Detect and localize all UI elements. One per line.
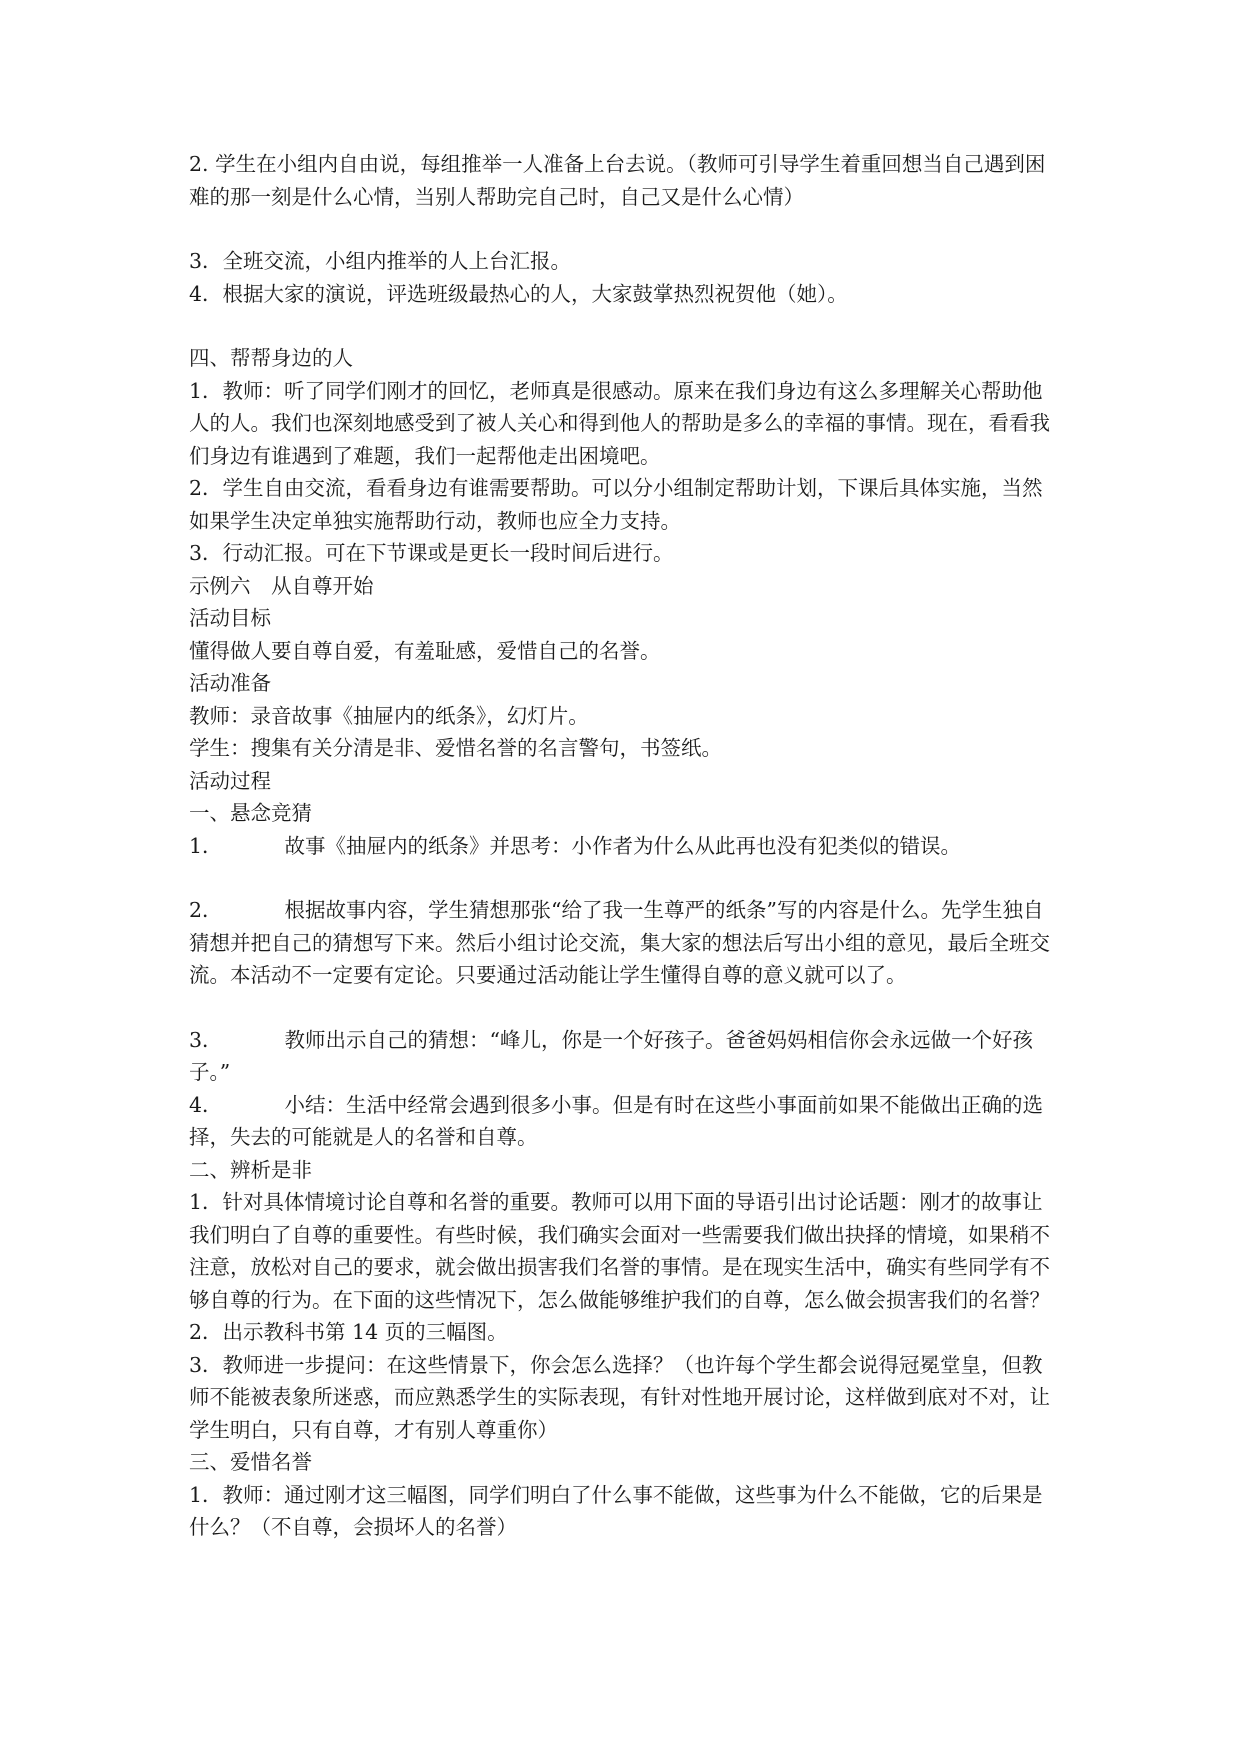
paragraph: 学生：搜集有关分清是非、爱惜名誉的名言警句，书签纸。 (189, 736, 722, 760)
paragraph: 4．根据大家的演说，评选班级最热心的人，大家鼓掌热烈祝贺他（她）。 (189, 281, 848, 306)
paragraph: 1．教师：通过刚才这三幅图，同学们明白了什么事不能做，这些事为什么不能做，它的后果是什么？（不自尊，会损坏人的名誉） (189, 1482, 1043, 1539)
paragraph: 3．全班交流，小组内推举的人上台汇报。 (189, 249, 572, 273)
subheading: 活动目标 (189, 606, 271, 630)
item-number: 2． (189, 898, 223, 922)
numbered-paragraph (189, 830, 1059, 863)
numbered-paragraph (189, 1024, 1059, 1089)
paragraph: 1．教师：听了同学们刚才的回忆，老师真是很感动。原来在我们身边有这么多理解关心帮助他人的人。我们也深刻地感受到了被人关心和得到他人的帮助是多么的幸福的事情。现在，看看我们身边有谁遇到了难题，我们一起帮他走出困境吧。 (189, 378, 1050, 468)
subheading: 活动过程 (189, 768, 271, 793)
section-heading: 一、悬念竞猜 (189, 801, 312, 825)
paragraph: 3．行动汇报。可在下节课或是更长一段时间后进行。 (189, 541, 674, 565)
numbered-paragraph (189, 1089, 1059, 1154)
document-page (189, 148, 1059, 1544)
paragraph: 2. 学生在小组内自由说，每组推举一人准备上台去说。（教师可引导学生着重回想当自己遇到困难的那一刻是什么心情，当别人帮助完自己时，自己又是什么心情） (189, 152, 1046, 209)
item-text: 教师出示自己的猜想：“峰儿，你是一个好孩子。爸爸妈妈相信你会永远做一个好孩子。” (189, 1027, 1034, 1084)
paragraph: 教师：录音故事《抽屉内的纸条》，幻灯片。 (189, 703, 589, 728)
item-number: 3． (189, 1027, 223, 1052)
section-heading: 四、帮帮身边的人 (189, 346, 353, 370)
paragraph: 3．教师进一步提问：在这些情景下，你会怎么选择？（也许每个学生都会说得冠冕堂皇，但教师不能被表象所迷惑，而应熟悉学生的实际表现，有针对性地开展讨论，这样做到底对不对，让学生明白，只有自尊，才有别人尊重你） (189, 1352, 1050, 1442)
item-number: 1． (189, 833, 223, 858)
paragraph: 2．学生自由交流，看看身边有谁需要帮助。可以分小组制定帮助计划，下课后具体实施，当然如果学生决定单独实施帮助行动，教师也应全力支持。 (189, 476, 1043, 533)
subheading: 活动准备 (189, 671, 271, 695)
numbered-paragraph (189, 894, 1059, 992)
example-title: 示例六 从自尊开始 (189, 573, 374, 598)
item-number: 4． (189, 1092, 223, 1117)
paragraph: 1．针对具体情境讨论自尊和名誉的重要。教师可以用下面的导语引出讨论话题：刚才的故事让我们明白了自尊的重要性。有些时候，我们确实会面对一些需要我们做出抉择的情境，如果稍不注意，放松对自己的要求，就会做出损害我们名誉的事情。是在现实生活中，确实有些同学有不够自尊的行为。在下面的这些情况下，怎么做能够维护我们的自尊，怎么做会损害我们的名誉？ (189, 1190, 1050, 1312)
paragraph: 懂得做人要自尊自爱，有羞耻感，爱惜自己的名誉。 (189, 638, 661, 663)
paragraph: 2．出示教科书第 14 页的三幅图。 (189, 1320, 508, 1344)
section-heading: 二、辨析是非 (189, 1157, 312, 1182)
item-text: 故事《抽屉内的纸条》并思考：小作者为什么从此再也没有犯类似的错误。 (284, 833, 962, 858)
item-text: 小结：生活中经常会遇到很多小事。但是有时在这些小事面前如果不能做出正确的选择，失去的可能就是人的名誉和自尊。 (189, 1092, 1044, 1149)
section-heading: 三、爱惜名誉 (189, 1450, 312, 1474)
item-text: 根据故事内容，学生猜想那张“给了我一生尊严的纸条”写的内容是什么。先学生独自猜想并把自己的猜想写下来。然后小组讨论交流，集大家的想法后写出小组的意见，最后全班交流。本活动不一定要有定论。只要通过活动能让学生懂得自尊的意义就可以了。 (189, 898, 1050, 987)
